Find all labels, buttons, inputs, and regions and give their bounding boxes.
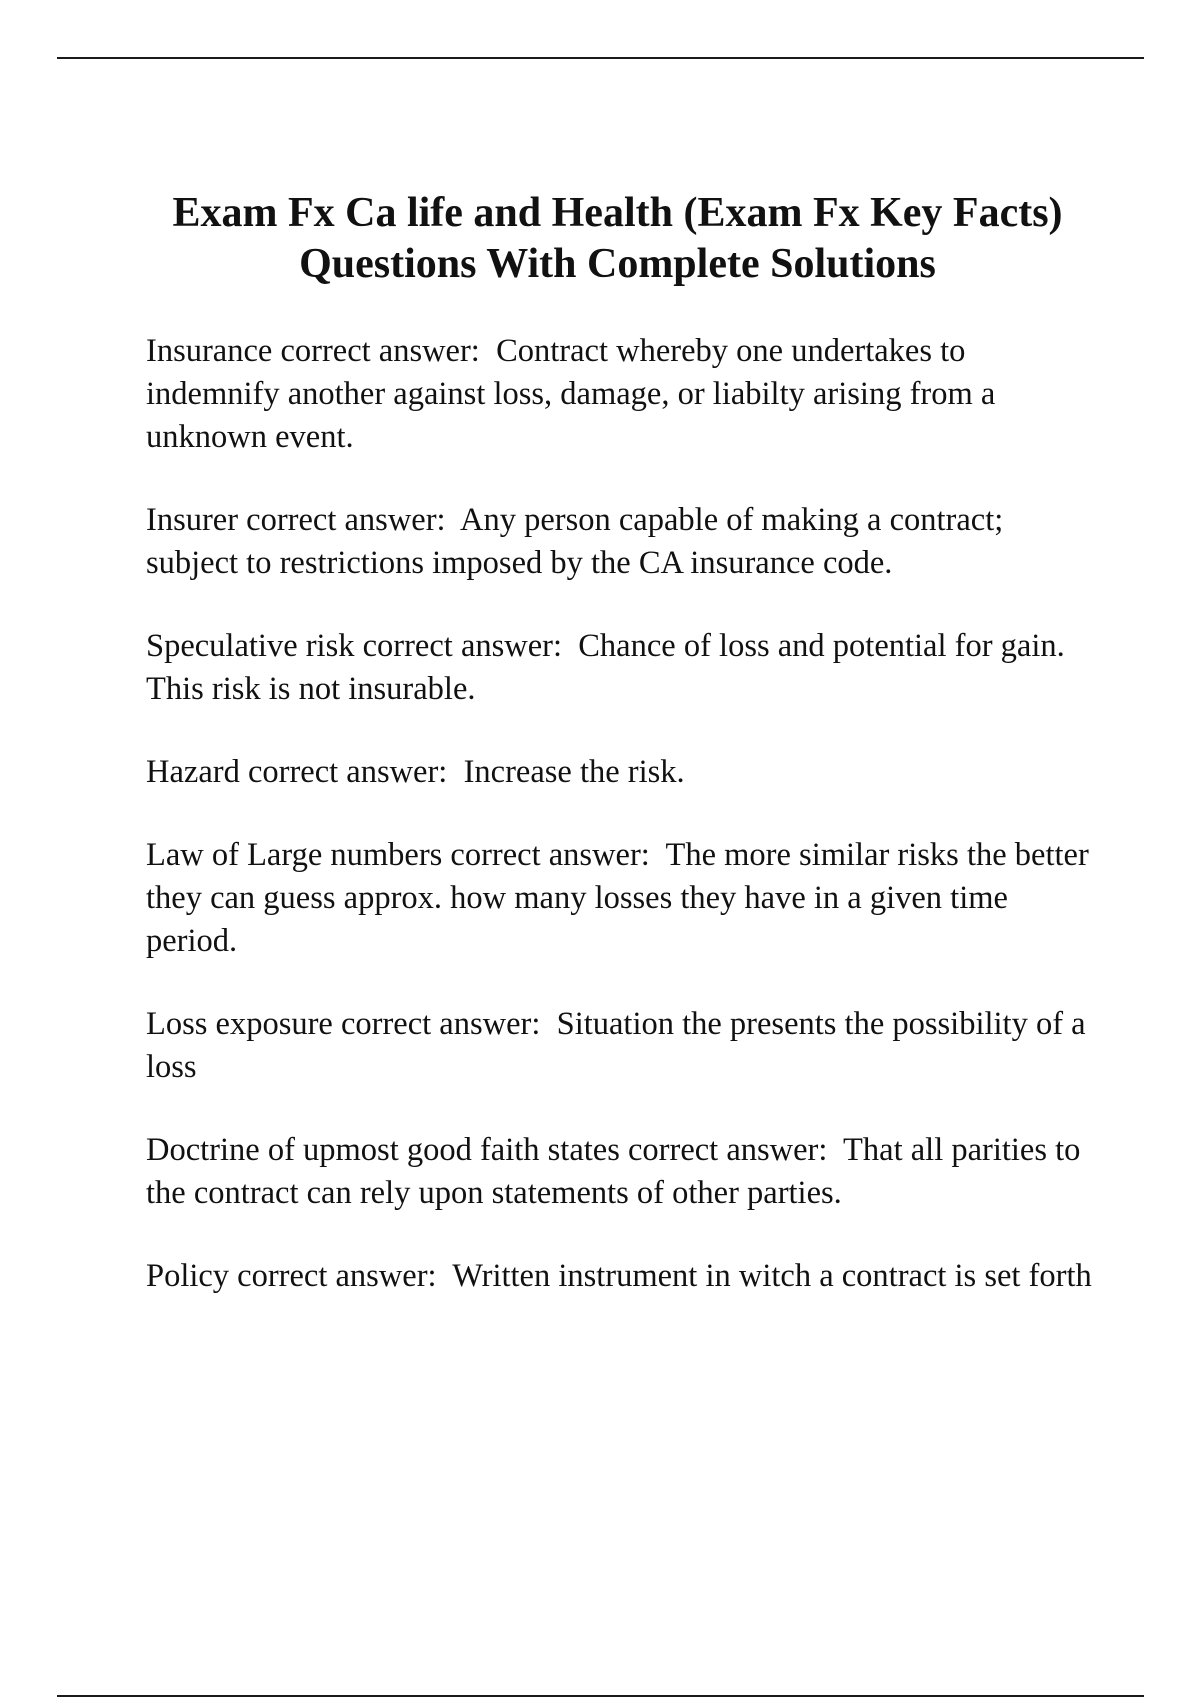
qa-entry-insurance: Insurance correct answer: Contract whereby one undertakes to indemnify another against loss, damage, or liabilty arising from a unknown event.	[146, 333, 1004, 455]
title-line-2: Questions With Complete Solutions	[299, 241, 936, 287]
top-divider	[57, 57, 1144, 59]
qa-entry-insurer: Insurer correct answer: Any person capable of making a contract; subject to restrictions imposed by the CA insurance code.	[146, 502, 1012, 581]
title-line-1: Exam Fx Ca life and Health (Exam Fx Key Facts)	[172, 190, 1063, 236]
qa-entry-law-of-large-numbers: Law of Large numbers correct answer: The more similar risks the better they can guess approx. how many losses they have in a given time period.	[146, 837, 1097, 959]
qa-entry-loss-exposure: Loss exposure correct answer: Situation the presents the possibility of a loss	[146, 1006, 1094, 1085]
bottom-divider	[57, 1695, 1144, 1697]
qa-entry-hazard: Hazard correct answer: Increase the risk.	[146, 754, 685, 790]
qa-entry-speculative-risk: Speculative risk correct answer: Chance of loss and potential for gain. This risk is not insurable.	[146, 628, 1073, 707]
qa-list	[146, 330, 1101, 1338]
qa-entry-policy: Policy correct answer: Written instrument in witch a contract is set forth	[146, 1258, 1092, 1294]
qa-entry-upmost-good-faith: Doctrine of upmost good faith states correct answer: That all parities to the contract can rely upon statements of other parties.	[146, 1132, 1089, 1211]
document-title	[120, 188, 1115, 290]
